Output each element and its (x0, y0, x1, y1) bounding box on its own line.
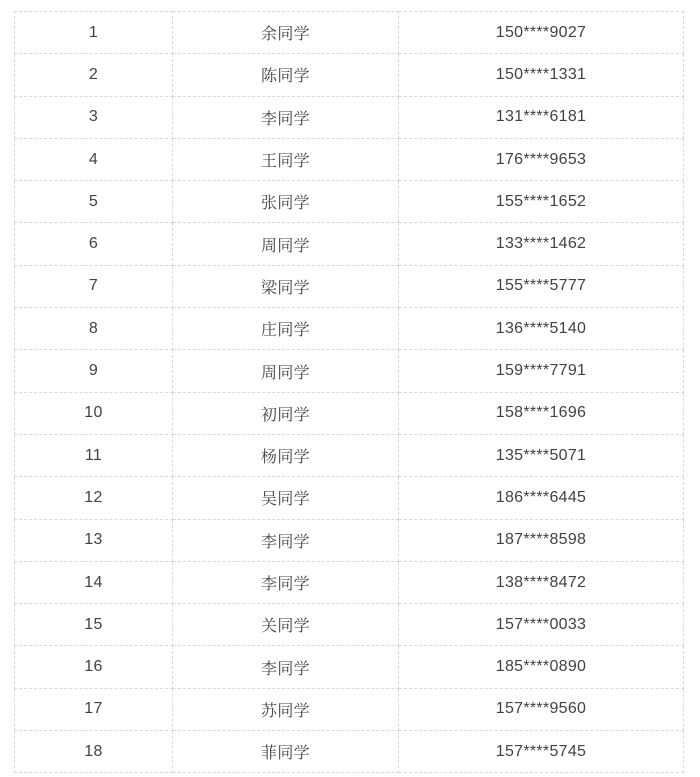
cell-phone: 185****0890 (399, 646, 684, 688)
cell-phone: 176****9653 (399, 138, 684, 180)
cell-index: 18 (15, 731, 173, 773)
cell-phone: 157****0033 (399, 604, 684, 646)
cell-index: 11 (15, 434, 173, 476)
cell-name: 杨同学 (173, 434, 399, 476)
cell-index: 4 (15, 138, 173, 180)
cell-index: 10 (15, 392, 173, 434)
cell-phone: 136****5140 (399, 308, 684, 350)
cell-name: 周同学 (173, 350, 399, 392)
cell-name: 李同学 (173, 96, 399, 138)
cell-name: 李同学 (173, 519, 399, 561)
cell-phone: 138****8472 (399, 561, 684, 603)
cell-name: 庄同学 (173, 308, 399, 350)
student-table-body (15, 12, 684, 773)
table-row (15, 477, 684, 519)
cell-index: 3 (15, 96, 173, 138)
table-row (15, 138, 684, 180)
table-row (15, 731, 684, 773)
cell-phone: 150****1331 (399, 54, 684, 96)
cell-name: 余同学 (173, 12, 399, 54)
table-row (15, 561, 684, 603)
cell-name: 周同学 (173, 223, 399, 265)
cell-index: 17 (15, 688, 173, 730)
cell-phone: 186****6445 (399, 477, 684, 519)
table-row (15, 646, 684, 688)
cell-name: 李同学 (173, 561, 399, 603)
cell-name: 王同学 (173, 138, 399, 180)
cell-name: 菲同学 (173, 731, 399, 773)
table-row (15, 12, 684, 54)
cell-phone: 155****1652 (399, 181, 684, 223)
cell-phone: 150****9027 (399, 12, 684, 54)
cell-phone: 133****1462 (399, 223, 684, 265)
cell-index: 15 (15, 604, 173, 646)
table-row (15, 96, 684, 138)
cell-index: 9 (15, 350, 173, 392)
cell-phone: 157****9560 (399, 688, 684, 730)
table-row (15, 392, 684, 434)
cell-phone: 135****5071 (399, 434, 684, 476)
table-row (15, 265, 684, 307)
cell-phone: 157****5745 (399, 731, 684, 773)
cell-index: 1 (15, 12, 173, 54)
cell-index: 5 (15, 181, 173, 223)
cell-index: 12 (15, 477, 173, 519)
cell-index: 8 (15, 308, 173, 350)
table-row (15, 308, 684, 350)
cell-index: 14 (15, 561, 173, 603)
cell-name: 张同学 (173, 181, 399, 223)
cell-name: 关同学 (173, 604, 399, 646)
cell-name: 苏同学 (173, 688, 399, 730)
cell-name: 李同学 (173, 646, 399, 688)
cell-index: 16 (15, 646, 173, 688)
cell-phone: 159****7791 (399, 350, 684, 392)
cell-name: 初同学 (173, 392, 399, 434)
cell-index: 2 (15, 54, 173, 96)
table-row (15, 350, 684, 392)
table-row (15, 688, 684, 730)
cell-phone: 187****8598 (399, 519, 684, 561)
table-row (15, 181, 684, 223)
cell-phone: 158****1696 (399, 392, 684, 434)
cell-index: 13 (15, 519, 173, 561)
cell-phone: 155****5777 (399, 265, 684, 307)
cell-name: 梁同学 (173, 265, 399, 307)
student-table (14, 11, 684, 773)
cell-index: 6 (15, 223, 173, 265)
cell-name: 陈同学 (173, 54, 399, 96)
table-row (15, 519, 684, 561)
student-list-container (14, 11, 684, 773)
cell-name: 吴同学 (173, 477, 399, 519)
table-row (15, 604, 684, 646)
table-row (15, 223, 684, 265)
table-row (15, 54, 684, 96)
cell-phone: 131****6181 (399, 96, 684, 138)
table-row (15, 434, 684, 476)
cell-index: 7 (15, 265, 173, 307)
